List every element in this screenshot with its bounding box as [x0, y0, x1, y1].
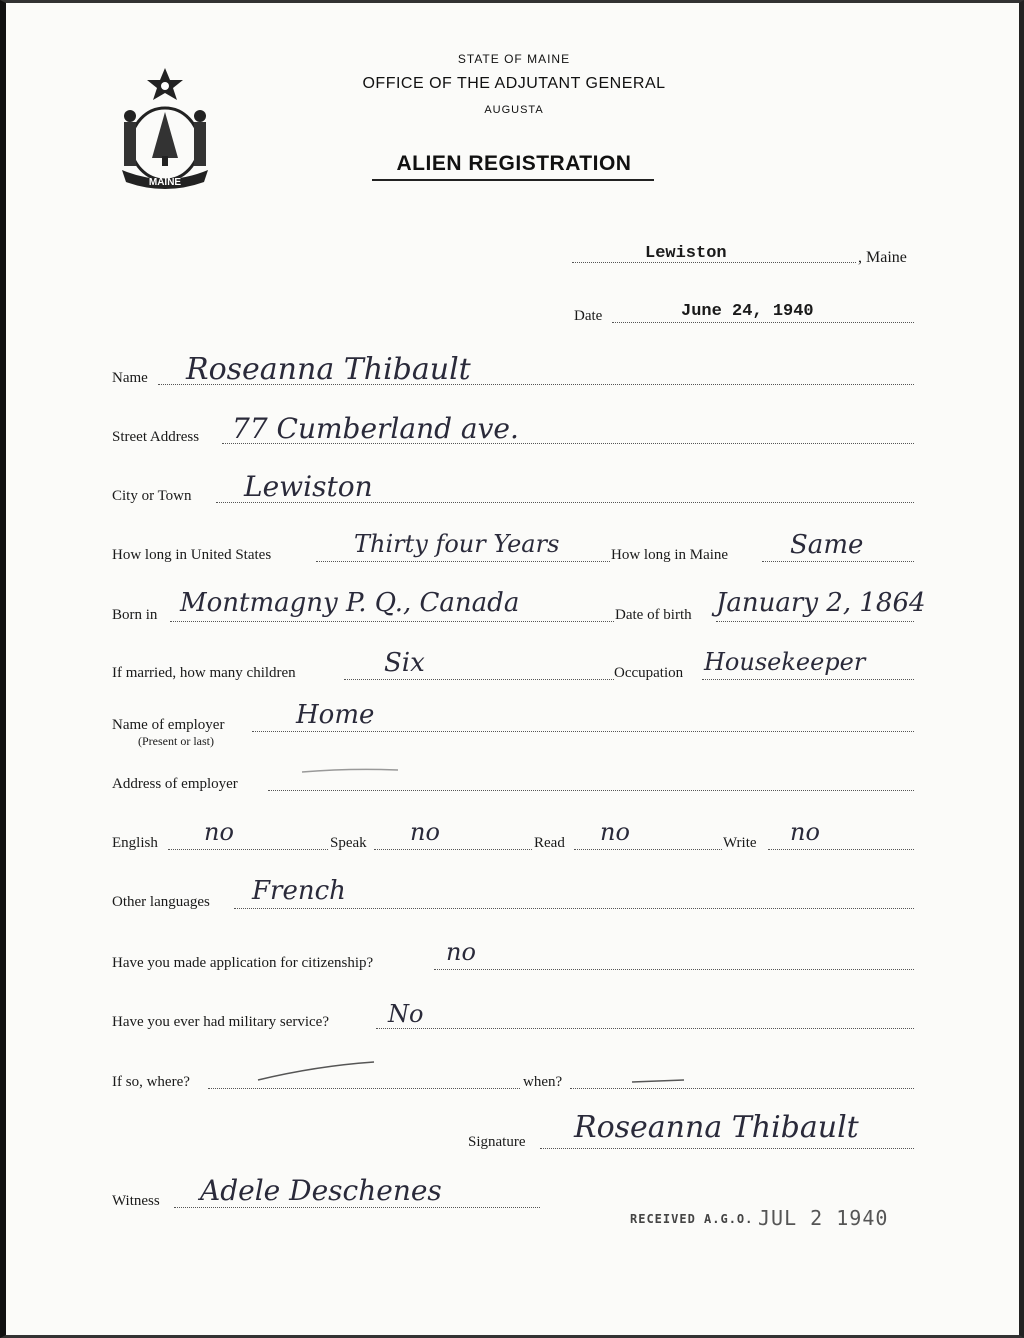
where-label: If so, where?: [112, 1074, 190, 1090]
signature-value: Roseanna Thibault: [574, 1110, 859, 1145]
witness-value: Adele Deschenes: [200, 1174, 442, 1207]
form-title: ALIEN REGISTRATION: [396, 152, 632, 175]
dob-value: January 2, 1864: [716, 588, 926, 618]
speak-label: Speak: [330, 835, 367, 851]
received-stamp-date: JUL 2 1940: [758, 1206, 889, 1230]
english-label: English: [112, 835, 158, 851]
dob-label: Date of birth: [615, 607, 692, 623]
employer-address-dash: [300, 764, 400, 776]
street-value: 77 Cumberland ave.: [232, 412, 519, 445]
military-label: Have you ever had military service?: [112, 1014, 329, 1030]
occupation-label: Occupation: [614, 665, 684, 681]
date-value: June 24, 1940: [681, 302, 814, 321]
other-languages-value: French: [252, 876, 346, 906]
place-value: Lewiston: [645, 244, 727, 263]
maine-time-label: How long in Maine: [611, 547, 729, 563]
employer-sublabel: (Present or last): [138, 734, 214, 748]
title-underline: [372, 179, 654, 181]
read-label: Read: [534, 835, 565, 851]
born-label: Born in: [112, 607, 158, 623]
citizenship-value: no: [446, 938, 476, 966]
employer-label: Name of employer: [112, 717, 225, 733]
state-header: STATE OF MAINE: [457, 52, 571, 66]
city-value: Lewiston: [244, 470, 373, 503]
street-label: Street Address: [112, 429, 200, 445]
witness-label: Witness: [112, 1193, 160, 1209]
speak-value: no: [410, 818, 440, 846]
signature-label: Signature: [468, 1134, 526, 1150]
citizenship-label: Have you made application for citizenship?: [112, 955, 374, 971]
english-value: no: [204, 818, 234, 846]
office-header: OFFICE OF THE ADJUTANT GENERAL: [362, 75, 666, 92]
employer-address-label: Address of employer: [112, 776, 238, 792]
where-dash: [256, 1058, 376, 1084]
children-label: If married, how many children: [112, 665, 296, 681]
seal-banner-text: MAINE: [148, 177, 182, 188]
when-dash: [630, 1074, 686, 1086]
born-value: Montmagny P. Q., Canada: [180, 588, 520, 618]
city-header: AUGUSTA: [484, 104, 544, 116]
us-time-label: How long in United States: [112, 547, 272, 563]
write-value: no: [790, 818, 820, 846]
place-suffix: , Maine: [858, 249, 907, 266]
other-languages-label: Other languages: [112, 894, 210, 910]
name-label: Name: [112, 370, 148, 386]
write-label: Write: [723, 835, 757, 851]
date-label: Date: [574, 308, 603, 324]
state-seal-icon: [112, 66, 218, 196]
us-time-value: Thirty four Years: [354, 530, 560, 558]
name-value: Roseanna Thibault: [186, 352, 471, 387]
when-label: when?: [523, 1074, 563, 1090]
occupation-value: Housekeeper: [704, 648, 866, 676]
children-value: Six: [384, 648, 425, 678]
employer-value: Home: [296, 700, 375, 730]
read-value: no: [600, 818, 630, 846]
received-stamp-prefix: RECEIVED A.G.O.: [630, 1212, 754, 1226]
maine-time-value: Same: [790, 530, 864, 560]
military-value: No: [388, 1000, 424, 1028]
city-label: City or Town: [112, 488, 192, 504]
